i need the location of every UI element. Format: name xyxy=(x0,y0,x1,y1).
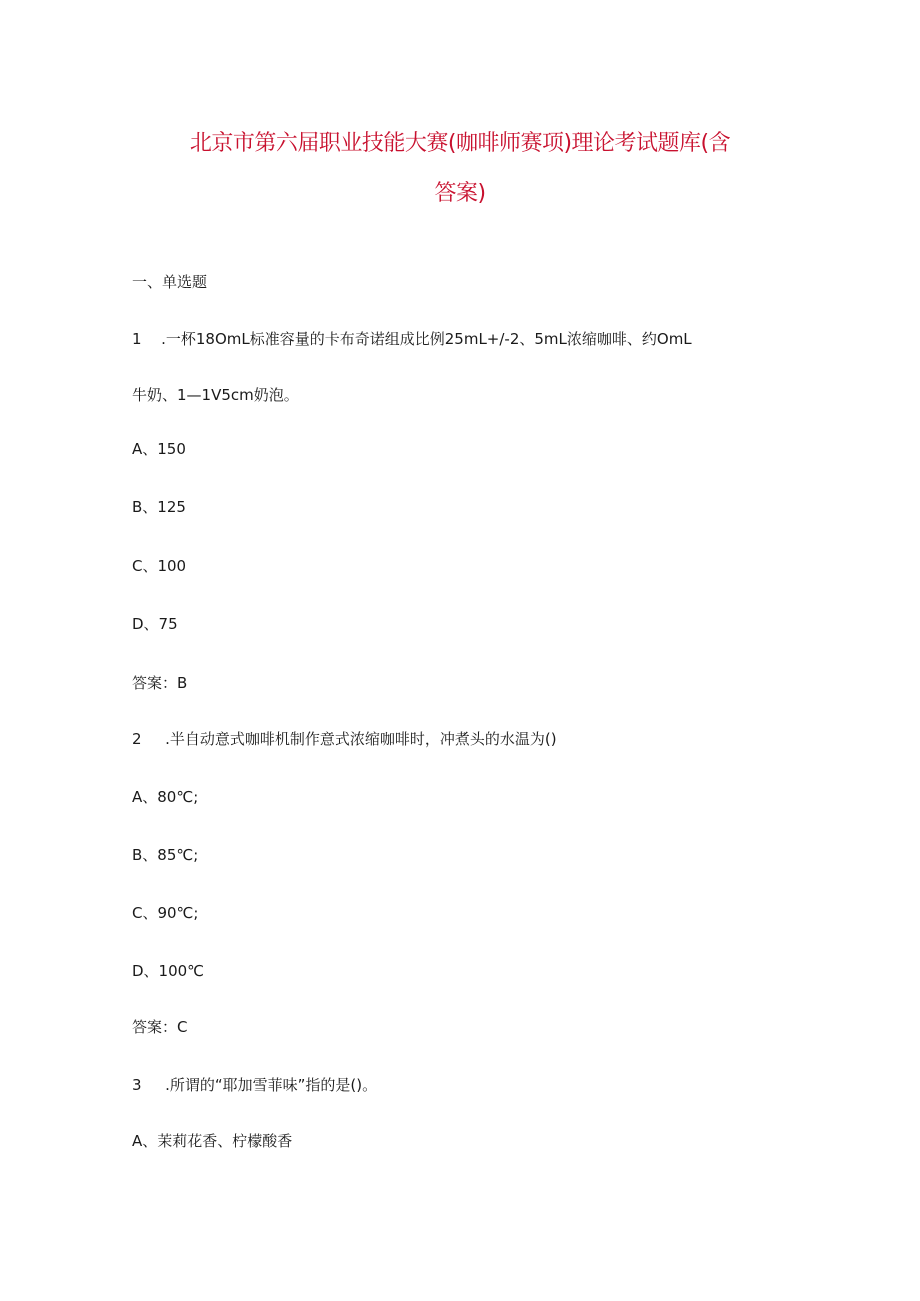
question-2-option-b: B、85℃; xyxy=(132,846,199,864)
question-number: 2 xyxy=(132,730,142,748)
question-1-option-c: C、100 xyxy=(132,557,187,575)
section-heading: 一、单选题 xyxy=(132,273,208,291)
question-1-text-line-1 xyxy=(132,328,692,349)
question-3-option-a: A、茉莉花香、柠檬酸香 xyxy=(132,1132,293,1150)
question-number: 3 xyxy=(132,1076,142,1094)
question-text: .所谓的“耶加雪菲味”指的是()。 xyxy=(165,1076,378,1094)
document-title-line-1: 北京市第六届职业技能大赛(咖啡师赛项)理论考试题库(含 xyxy=(189,131,731,156)
question-3-text xyxy=(132,1074,377,1095)
question-1-option-a: A、150 xyxy=(132,440,186,458)
question-2-text xyxy=(132,728,557,749)
question-1-answer: 答案：B xyxy=(132,674,188,692)
document-title-line-2: 答案) xyxy=(434,181,486,206)
question-text: .一杯18OmL标准容量的卡布奇诺组成比例25mL+/-2、5mL浓缩咖啡、约OmL xyxy=(161,330,692,348)
question-2-answer: 答案：C xyxy=(132,1018,188,1036)
question-text: .半自动意式咖啡机制作意式浓缩咖啡时，冲煮头的水温为() xyxy=(165,730,557,748)
question-1-option-b: B、125 xyxy=(132,498,186,516)
question-1-option-d: D、75 xyxy=(132,615,178,633)
question-2-option-d: D、100℃ xyxy=(132,962,205,980)
question-2-option-c: C、90℃; xyxy=(132,904,199,922)
question-number: 1 xyxy=(132,330,142,348)
question-1-text-line-2: 牛奶、1—1V5cm奶泡。 xyxy=(132,386,299,404)
question-2-option-a: A、80℃; xyxy=(132,788,199,806)
